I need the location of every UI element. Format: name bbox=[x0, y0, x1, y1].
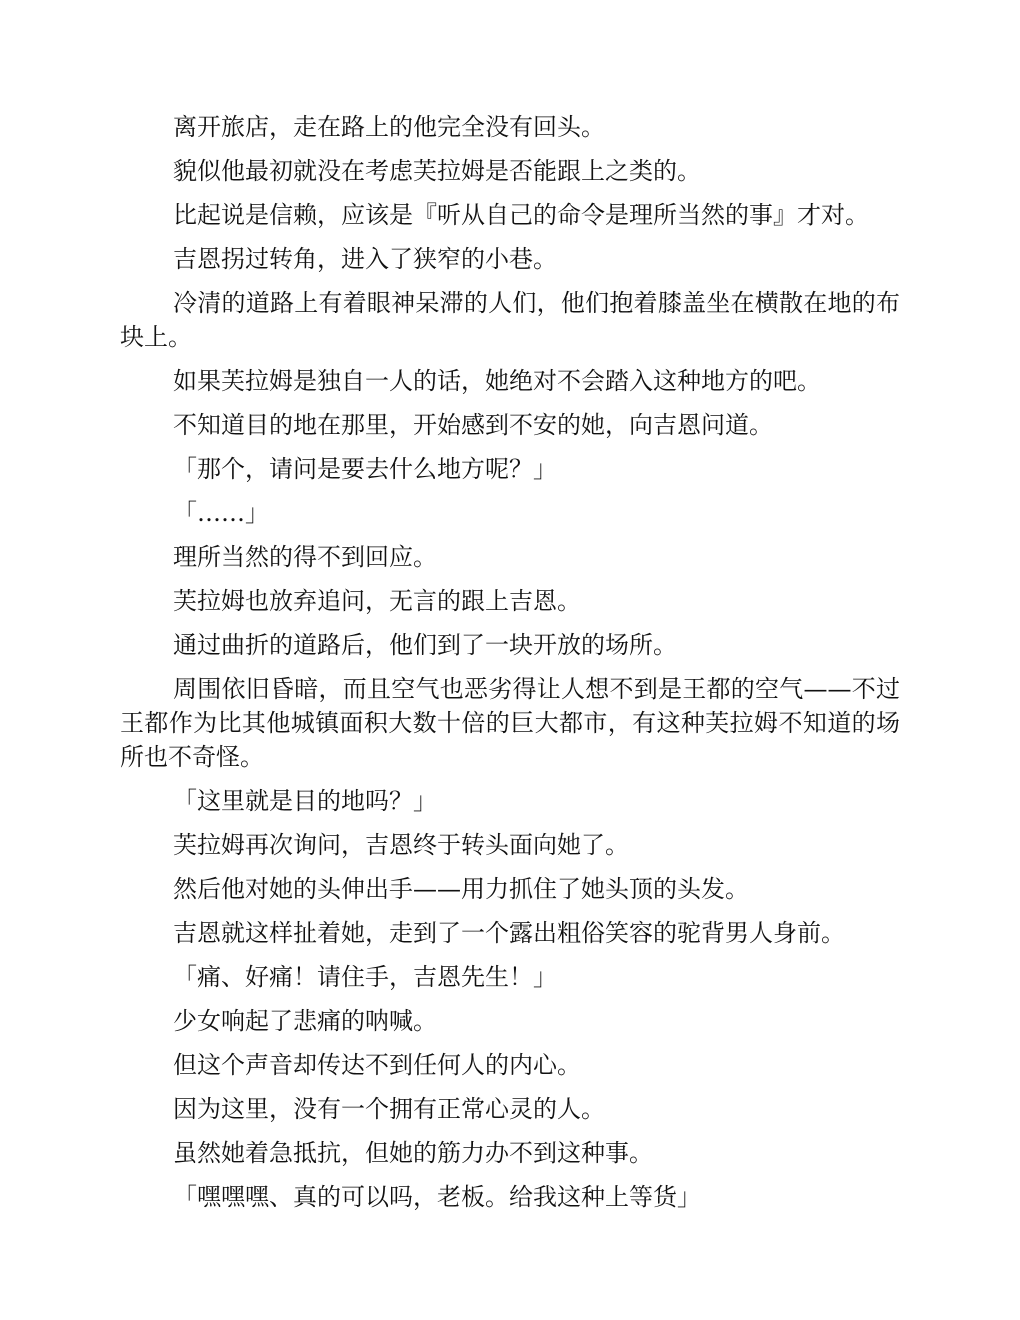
dialogue-line: 「痛、好痛！请住手，吉恩先生！」 bbox=[173, 963, 557, 991]
paragraph: 冷清的道路上有着眼神呆滞的人们，他们抱着膝盖坐在横散在地的布块上。 bbox=[120, 289, 900, 351]
paragraph: 不知道目的地在那里，开始感到不安的她，向吉恩问道。 bbox=[173, 411, 773, 439]
paragraph: 离开旅店，走在路上的他完全没有回头。 bbox=[173, 113, 605, 141]
paragraph: 吉恩就这样扯着她，走到了一个露出粗俗笑容的驼背男人身前。 bbox=[173, 919, 845, 947]
paragraph: 貌似他最初就没在考虑芙拉姆是否能跟上之类的。 bbox=[173, 157, 701, 185]
document-body bbox=[120, 110, 900, 1224]
paragraph: 如果芙拉姆是独自一人的话，她绝对不会踏入这种地方的吧。 bbox=[173, 367, 821, 395]
paragraph: 虽然她着急抵抗，但她的筋力办不到这种事。 bbox=[173, 1139, 653, 1167]
dialogue-line: 「……」 bbox=[173, 499, 269, 527]
paragraph: 芙拉姆再次询问，吉恩终于转头面向她了。 bbox=[173, 831, 629, 859]
paragraph: 然后他对她的头伸出手——用力抓住了她头顶的头发。 bbox=[173, 875, 749, 903]
paragraph: 吉恩拐过转角，进入了狭窄的小巷。 bbox=[173, 245, 557, 273]
paragraph: 因为这里，没有一个拥有正常心灵的人。 bbox=[173, 1095, 605, 1123]
paragraph: 少女响起了悲痛的呐喊。 bbox=[173, 1007, 437, 1035]
paragraph: 芙拉姆也放弃追问，无言的跟上吉恩。 bbox=[173, 587, 581, 615]
dialogue-line: 「那个，请问是要去什么地方呢？」 bbox=[173, 455, 557, 483]
paragraph: 比起说是信赖，应该是『听从自己的命令是理所当然的事』才对。 bbox=[173, 201, 869, 229]
dialogue-line: 「这里就是目的地吗？」 bbox=[173, 787, 437, 815]
dialogue-line: 「嘿嘿嘿、真的可以吗，老板。给我这种上等货」 bbox=[173, 1183, 701, 1211]
paragraph: 周围依旧昏暗，而且空气也恶劣得让人想不到是王都的空气——不过王都作为比其他城镇面积大数十倍的巨大都市，有这种芙拉姆不知道的场所也不奇怪。 bbox=[120, 675, 900, 771]
paragraph: 通过曲折的道路后，他们到了一块开放的场所。 bbox=[173, 631, 677, 659]
paragraph: 理所当然的得不到回应。 bbox=[173, 543, 437, 571]
paragraph: 但这个声音却传达不到任何人的内心。 bbox=[173, 1051, 581, 1079]
